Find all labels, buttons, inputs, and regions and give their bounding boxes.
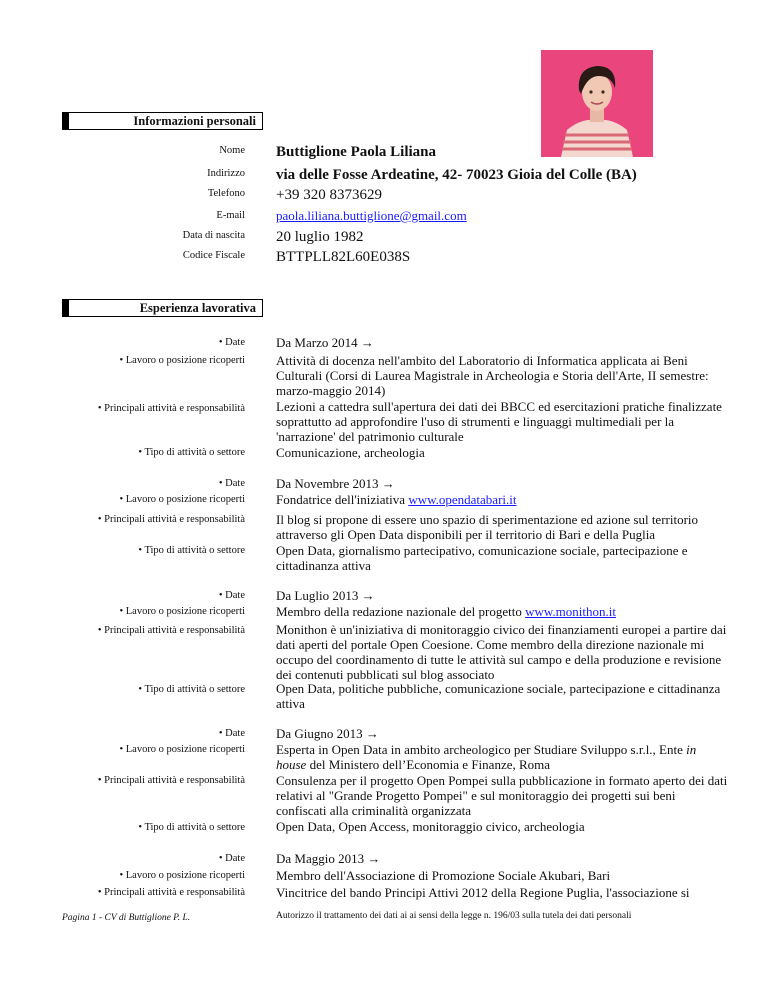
label-tasks: • Principali attività e responsabilità [97, 775, 245, 786]
value-birthdate: 20 luglio 1982 [276, 229, 364, 245]
label-sector: • Tipo di attività o settore [138, 447, 245, 458]
entry-role: Attività di docenza nell'ambito del Laboratorio di Informatica applicata ai Beni Culturali (Corsi di Laurea Magistrale in Archeologia e Storia dell'Arte, II semestre: marzo-maggio 2014) [276, 353, 709, 398]
label-tasks: • Principali attività e responsabilità [97, 887, 245, 898]
email-link[interactable]: paola.liliana.buttiglione@gmail.com [276, 208, 467, 223]
label-date: • Date [218, 590, 245, 601]
label-phone: Telefono [207, 188, 245, 199]
entry-tasks: Lezioni a cattedra sull'apertura dei dati dei BBCC ed esercitazioni pratiche finalizzate soprattutto ad approfondire l'uso di strumenti e linguaggi multimediali per la 'narrazione' del patrimonio culturale [276, 399, 722, 444]
section-header-experience: Esperienza lavorativa [62, 299, 263, 317]
entry-sector: Comunicazione, archeologia [276, 445, 425, 460]
page-footer-left: Pagina 1 - CV di Buttiglione P. L. [62, 913, 191, 923]
entry-role: Membro dell'Associazione di Promozione Sociale Akubari, Bari [276, 868, 611, 883]
entry-tasks: Consulenza per il progetto Open Pompei sulla pubblicazione in formato aperto dei dati relativi al "Grande Progetto Pompei" e sul monitoraggio dei progetti sui beni confiscati alla criminalità organizzata [276, 773, 728, 818]
label-date: • Date [218, 853, 245, 864]
opendatabari-link[interactable]: www.opendatabari.it [408, 492, 517, 507]
label-date: • Date [218, 478, 245, 489]
entry-date: Da Novembre 2013 → [276, 476, 395, 491]
entry-sector: Open Data, politiche pubbliche, comunicazione sociale, partecipazione e cittadinanza attiva [276, 681, 721, 711]
label-date: • Date [218, 337, 245, 348]
label-tasks: • Principali attività e responsabilità [97, 625, 245, 636]
label-role: • Lavoro o posizione ricoperti [119, 494, 245, 505]
label-date: • Date [218, 728, 245, 739]
value-address: via delle Fosse Ardeatine, 42- 70023 Gioia del Colle (BA) [276, 167, 637, 183]
value-phone: +39 320 8373629 [276, 187, 382, 203]
page-footer-right: Autorizzo il trattamento dei dati ai ai sensi della legge n. 196/03 sulla tutela dei dati personali [276, 911, 632, 921]
entry-tasks: Vincitrice del bando Principi Attivi 2012 della Regione Puglia, l'associazione si [276, 885, 690, 900]
entry-date: Da Luglio 2013 → [276, 588, 375, 603]
label-sector: • Tipo di attività o settore [138, 545, 245, 556]
entry-role: Esperta in Open Data in ambito archeologico per Studiare Sviluppo s.r.l., Ente in house del Ministero dell’Economia e Finanze, Roma [276, 742, 697, 772]
label-tasks: • Principali attività e responsabilità [97, 403, 245, 414]
label-name: Nome [219, 145, 245, 156]
label-role: • Lavoro o posizione ricoperti [119, 355, 245, 366]
profile-photo [541, 50, 653, 157]
value-name: Buttiglione Paola Liliana [276, 144, 437, 160]
entry-date: Da Marzo 2014 → [276, 335, 374, 350]
label-tasks: • Principali attività e responsabilità [97, 514, 245, 525]
entry-tasks: Monithon è un'iniziativa di monitoraggio civico dei finanziamenti europei a partire dai dati aperti del portale Open Coesione. Come membro della direzione nazionale mi occupo del coordinamento di tutte le attività sul campo e della produzione e revisione dei contenuti pubblicati sul blog associato [276, 622, 727, 682]
entry-tasks: Il blog si propone di essere uno spazio di sperimentazione ed azione sul territorio attraverso gli Open Data disponibili per il territorio di Bari e della Puglia [276, 512, 699, 542]
entry-sector: Open Data, Open Access, monitoraggio civico, archeologia [276, 819, 585, 834]
label-role: • Lavoro o posizione ricoperti [119, 606, 245, 617]
label-fiscal-code: Codice Fiscale [182, 250, 245, 261]
section-header-personal: Informazioni personali [62, 112, 263, 130]
monithon-link[interactable]: www.monithon.it [525, 604, 616, 619]
label-email: E-mail [216, 210, 245, 221]
label-role: • Lavoro o posizione ricoperti [119, 870, 245, 881]
label-sector: • Tipo di attività o settore [138, 822, 245, 833]
entry-sector: Open Data, giornalismo partecipativo, comunicazione sociale, partecipazione e cittadinanza attiva [276, 543, 688, 573]
entry-role: Fondatrice dell'iniziativa www.opendatabari.it [276, 492, 517, 507]
value-fiscal-code: BTTPLL82L60E038S [276, 249, 411, 265]
label-birthdate: Data di nascita [182, 230, 245, 241]
label-address: Indirizzo [207, 168, 245, 179]
label-role: • Lavoro o posizione ricoperti [119, 744, 245, 755]
entry-date: Da Maggio 2013 → [276, 851, 381, 866]
entry-date: Da Giugno 2013 → [276, 726, 379, 741]
entry-role: Membro della redazione nazionale del progetto www.monithon.it [276, 604, 616, 619]
label-sector: • Tipo di attività o settore [138, 684, 245, 695]
